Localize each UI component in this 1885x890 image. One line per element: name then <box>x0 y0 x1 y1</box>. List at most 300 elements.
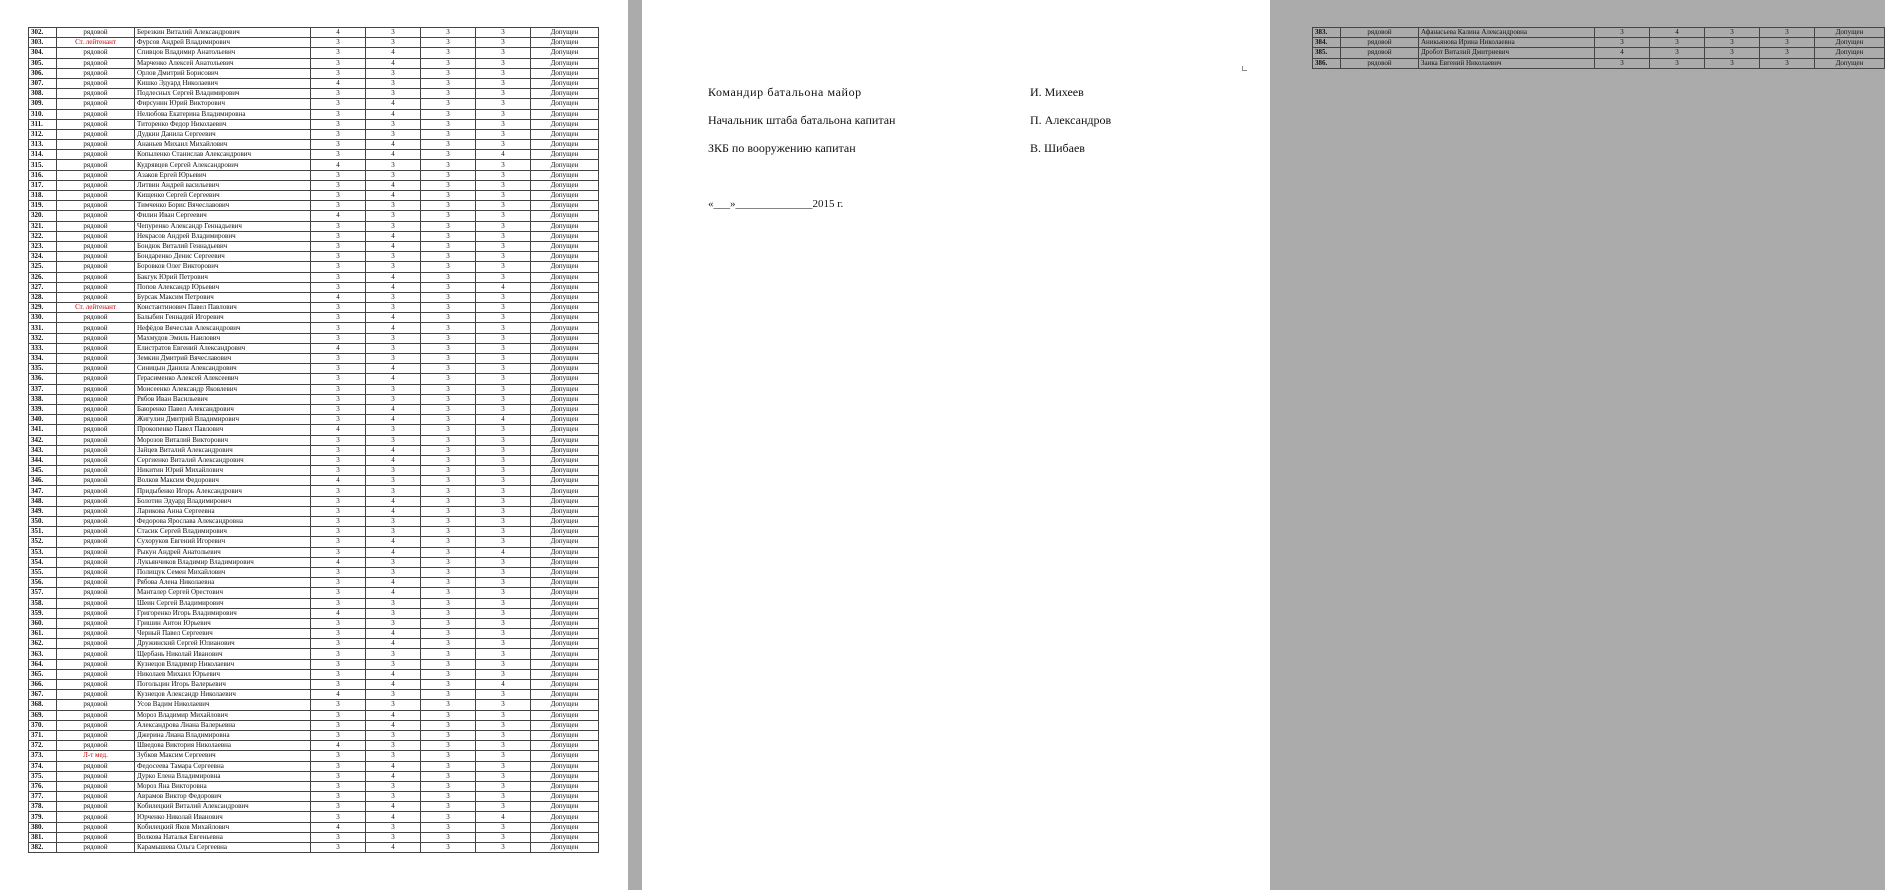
full-name-cell: Полищук Семен Михайлович <box>135 567 311 577</box>
grade-1-cell: 3 <box>311 517 366 527</box>
grade-1-cell: 3 <box>311 89 366 99</box>
admission-status-cell: Допущен <box>531 700 599 710</box>
grade-1-cell: 3 <box>311 119 366 129</box>
grade-1-cell: 3 <box>311 812 366 822</box>
full-name-cell: Кобилецкий Яков Михайлович <box>135 822 311 832</box>
grade-2-cell: 4 <box>366 445 421 455</box>
grade-1-cell: 3 <box>311 771 366 781</box>
rank-cell: рядовой <box>57 262 135 272</box>
rank-cell: рядовой <box>57 822 135 832</box>
grade-4-cell: 3 <box>476 506 531 516</box>
row-number-cell: 351. <box>29 527 57 537</box>
grade-4-cell: 3 <box>476 618 531 628</box>
grade-1-cell: 3 <box>311 720 366 730</box>
row-number-cell: 356. <box>29 578 57 588</box>
full-name-cell: Ларикова Анна Сергеевна <box>135 506 311 516</box>
grade-3-cell: 3 <box>421 354 476 364</box>
grade-2-cell: 4 <box>366 843 421 853</box>
grade-4-cell: 3 <box>1760 38 1815 48</box>
admission-status-cell: Допущен <box>531 639 599 649</box>
admission-status-cell: Допущен <box>531 231 599 241</box>
rank-cell: рядовой <box>57 415 135 425</box>
table-row <box>29 812 599 822</box>
grade-3-cell: 3 <box>421 140 476 150</box>
row-number-cell: 327. <box>29 282 57 292</box>
row-number-cell: 302. <box>29 28 57 38</box>
grade-3-cell: 3 <box>421 802 476 812</box>
table-row <box>29 802 599 812</box>
full-name-cell: Мороз Владимир Михайлович <box>135 710 311 720</box>
rank-cell: рядовой <box>57 28 135 38</box>
full-name-cell: Зайцев Виталий Александрович <box>135 445 311 455</box>
rank-cell: рядовой <box>57 466 135 476</box>
table-row <box>29 506 599 516</box>
grade-3-cell: 3 <box>421 843 476 853</box>
grade-1-cell: 3 <box>311 180 366 190</box>
full-name-cell: Аврамов Виктор Федорович <box>135 792 311 802</box>
signature-position-commander: Командир батальона майор <box>708 85 862 99</box>
rank-cell: рядовой <box>57 231 135 241</box>
rank-cell: рядовой <box>57 588 135 598</box>
grade-1-cell: 4 <box>311 608 366 618</box>
table-row <box>29 404 599 414</box>
grade-3-cell: 3 <box>421 792 476 802</box>
grade-3-cell: 3 <box>421 578 476 588</box>
grade-1-cell: 3 <box>311 659 366 669</box>
grade-2-cell: 3 <box>366 211 421 221</box>
grade-1-cell: 3 <box>311 649 366 659</box>
admission-status-cell: Допущен <box>531 578 599 588</box>
row-number-cell: 371. <box>29 730 57 740</box>
rank-cell: рядовой <box>57 547 135 557</box>
table-row <box>29 78 599 88</box>
rank-cell: рядовой <box>57 832 135 842</box>
grade-1-cell: 3 <box>311 639 366 649</box>
full-name-cell: Чепуренко Александр Геннадьевич <box>135 221 311 231</box>
row-number-cell: 321. <box>29 221 57 231</box>
grade-4-cell: 3 <box>476 588 531 598</box>
row-number-cell: 304. <box>29 48 57 58</box>
grade-4-cell: 3 <box>476 792 531 802</box>
grade-1-cell: 3 <box>311 415 366 425</box>
full-name-cell: Кудрявцев Сергей Александрович <box>135 160 311 170</box>
table-row <box>29 374 599 384</box>
grade-2-cell: 4 <box>366 710 421 720</box>
table-row <box>29 476 599 486</box>
grade-1-cell: 3 <box>311 384 366 394</box>
table-row <box>29 608 599 618</box>
grade-4-cell: 3 <box>476 221 531 231</box>
admission-status-cell: Допущен <box>531 89 599 99</box>
rank-cell: рядовой <box>57 343 135 353</box>
full-name-cell: Аникьянова Ирина Николаевна <box>1419 38 1595 48</box>
grade-4-cell: 3 <box>476 303 531 313</box>
table-row <box>29 680 599 690</box>
row-number-cell: 307. <box>29 78 57 88</box>
row-number-cell: 332. <box>29 333 57 343</box>
rank-cell: рядовой <box>57 812 135 822</box>
grade-4-cell: 3 <box>476 822 531 832</box>
admission-status-cell: Допущен <box>531 792 599 802</box>
rank-cell: рядовой <box>57 89 135 99</box>
rank-cell: рядовой <box>1341 38 1419 48</box>
admission-status-cell: Допущен <box>531 832 599 842</box>
table-row <box>29 741 599 751</box>
full-name-cell: Юрченко Николай Иванович <box>135 812 311 822</box>
rank-cell: рядовой <box>1341 58 1419 68</box>
admission-status-cell: Допущен <box>531 690 599 700</box>
grade-4-cell: 3 <box>476 639 531 649</box>
grade-2-cell: 4 <box>366 669 421 679</box>
admission-status-cell: Допущен <box>531 221 599 231</box>
rank-cell: рядовой <box>57 476 135 486</box>
table-row <box>29 751 599 761</box>
grade-4-cell: 3 <box>476 690 531 700</box>
grade-3-cell: 3 <box>421 343 476 353</box>
grade-4-cell: 3 <box>476 567 531 577</box>
grade-1-cell: 3 <box>311 761 366 771</box>
rank-cell: рядовой <box>57 639 135 649</box>
rank-cell: рядовой <box>57 191 135 201</box>
row-number-cell: 383. <box>1313 28 1341 38</box>
grade-1-cell: 3 <box>311 598 366 608</box>
grade-2-cell: 3 <box>366 425 421 435</box>
admission-status-cell: Допущен <box>531 404 599 414</box>
grade-2-cell: 3 <box>366 28 421 38</box>
grade-2-cell: 3 <box>366 394 421 404</box>
table-row <box>29 68 599 78</box>
table-row <box>29 659 599 669</box>
row-number-cell: 363. <box>29 649 57 659</box>
grade-1-cell: 3 <box>311 496 366 506</box>
row-number-cell: 343. <box>29 445 57 455</box>
rank-cell: рядовой <box>57 700 135 710</box>
admission-status-cell: Допущен <box>1815 48 1885 58</box>
grade-4-cell: 3 <box>476 720 531 730</box>
row-number-cell: 376. <box>29 781 57 791</box>
table-row <box>29 282 599 292</box>
row-number-cell: 337. <box>29 384 57 394</box>
row-number-cell: 385. <box>1313 48 1341 58</box>
row-number-cell: 317. <box>29 180 57 190</box>
admission-status-cell: Допущен <box>531 588 599 598</box>
grade-1-cell: 3 <box>311 262 366 272</box>
grade-4-cell: 3 <box>1760 58 1815 68</box>
table-row <box>29 323 599 333</box>
grade-4-cell: 3 <box>476 466 531 476</box>
grade-3-cell: 3 <box>421 404 476 414</box>
grade-2-cell: 3 <box>366 201 421 211</box>
full-name-cell: Николаев Михаил Юрьевич <box>135 669 311 679</box>
grade-4-cell: 3 <box>476 191 531 201</box>
grade-4-cell: 3 <box>476 425 531 435</box>
full-name-cell: Шеин Сергей Владимирович <box>135 598 311 608</box>
grade-1-cell: 4 <box>311 425 366 435</box>
grade-3-cell: 3 <box>421 639 476 649</box>
grade-2-cell: 3 <box>366 38 421 48</box>
grade-3-cell: 3 <box>421 119 476 129</box>
grade-2-cell: 3 <box>366 690 421 700</box>
table-row <box>29 221 599 231</box>
table-row <box>29 58 599 68</box>
table-row <box>29 466 599 476</box>
rank-cell: рядовой <box>57 150 135 160</box>
grade-3-cell: 3 <box>421 832 476 842</box>
grade-4-cell: 3 <box>476 89 531 99</box>
page-margin-mark <box>1242 66 1247 71</box>
grade-2-cell: 4 <box>366 455 421 465</box>
full-name-cell: Карамышева Ольга Сергеевна <box>135 843 311 853</box>
admission-status-cell: Допущен <box>531 394 599 404</box>
grade-2-cell: 3 <box>366 598 421 608</box>
admission-status-cell: Допущен <box>531 211 599 221</box>
grade-1-cell: 3 <box>311 354 366 364</box>
grade-2-cell: 4 <box>366 629 421 639</box>
grade-1-cell: 4 <box>311 822 366 832</box>
row-number-cell: 386. <box>1313 58 1341 68</box>
rank-cell: рядовой <box>57 455 135 465</box>
admission-status-cell: Допущен <box>531 374 599 384</box>
grade-1-cell: 3 <box>311 231 366 241</box>
row-number-cell: 357. <box>29 588 57 598</box>
grade-2-cell: 4 <box>366 58 421 68</box>
grade-2-cell: 4 <box>366 415 421 425</box>
grade-3-cell: 3 <box>421 241 476 251</box>
rank-cell: рядовой <box>57 48 135 58</box>
grade-4-cell: 3 <box>476 99 531 109</box>
grade-1-cell: 3 <box>311 394 366 404</box>
signature-name-commander: И. Михеев <box>1030 85 1084 99</box>
rank-cell: рядовой <box>57 201 135 211</box>
grade-3-cell: 3 <box>421 608 476 618</box>
row-number-cell: 316. <box>29 170 57 180</box>
table-row <box>29 292 599 302</box>
table-row <box>29 180 599 190</box>
table-row <box>29 191 599 201</box>
full-name-cell: Бурсак Максим Петрович <box>135 292 311 302</box>
full-name-cell: Рыкун Андрей Анатольевич <box>135 547 311 557</box>
grade-4-cell: 3 <box>476 170 531 180</box>
row-number-cell: 338. <box>29 394 57 404</box>
grade-4-cell: 3 <box>476 129 531 139</box>
grade-4-cell: 3 <box>476 119 531 129</box>
full-name-cell: Фирсунин Юрий Викторович <box>135 99 311 109</box>
full-name-cell: Волкова Наталья Евгеньевна <box>135 832 311 842</box>
rank-cell: рядовой <box>57 384 135 394</box>
rank-cell: Ст. лейтенант <box>57 38 135 48</box>
admission-status-cell: Допущен <box>531 822 599 832</box>
admission-status-cell: Допущен <box>531 129 599 139</box>
row-number-cell: 340. <box>29 415 57 425</box>
full-name-cell: Азаков Ергей Юрьевич <box>135 170 311 180</box>
admission-status-cell: Допущен <box>531 466 599 476</box>
grade-2-cell: 4 <box>366 150 421 160</box>
full-name-cell: Болотин Эдуард Владимирович <box>135 496 311 506</box>
grade-1-cell: 4 <box>311 343 366 353</box>
grade-2-cell: 3 <box>366 252 421 262</box>
row-number-cell: 364. <box>29 659 57 669</box>
full-name-cell: Некрасов Андрей Владимирович <box>135 231 311 241</box>
grade-4-cell: 3 <box>476 527 531 537</box>
table-row <box>29 639 599 649</box>
row-number-cell: 329. <box>29 303 57 313</box>
rank-cell: Ст. лейтенант <box>57 303 135 313</box>
row-number-cell: 305. <box>29 58 57 68</box>
grade-3-cell: 3 <box>421 527 476 537</box>
admission-status-cell: Допущен <box>531 292 599 302</box>
rank-cell: рядовой <box>57 710 135 720</box>
grade-4-cell: 3 <box>476 140 531 150</box>
table-row <box>29 231 599 241</box>
rank-cell: рядовой <box>57 843 135 853</box>
rank-cell: рядовой <box>57 140 135 150</box>
admission-status-cell: Допущен <box>531 435 599 445</box>
grade-2-cell: 3 <box>366 343 421 353</box>
admission-status-cell: Допущен <box>531 109 599 119</box>
grade-2-cell: 3 <box>366 557 421 567</box>
grade-2-cell: 4 <box>366 109 421 119</box>
full-name-cell: Федосеева Тамара Сергеевна <box>135 761 311 771</box>
grade-4-cell: 3 <box>476 354 531 364</box>
grade-2-cell: 3 <box>366 354 421 364</box>
admission-status-cell: Допущен <box>531 415 599 425</box>
grade-4-cell: 3 <box>476 455 531 465</box>
row-number-cell: 322. <box>29 231 57 241</box>
grade-4-cell: 3 <box>476 252 531 262</box>
grade-3-cell: 3 <box>421 252 476 262</box>
grade-1-cell: 3 <box>1595 28 1650 38</box>
grade-4-cell: 3 <box>476 343 531 353</box>
grade-2-cell: 3 <box>366 517 421 527</box>
grade-2-cell: 4 <box>366 720 421 730</box>
admission-status-cell: Допущен <box>531 354 599 364</box>
grade-3-cell: 3 <box>421 364 476 374</box>
table-row <box>29 761 599 771</box>
grade-3-cell: 3 <box>421 160 476 170</box>
admission-status-cell: Допущен <box>1815 58 1885 68</box>
grade-2-cell: 4 <box>366 48 421 58</box>
grade-2-cell: 3 <box>366 160 421 170</box>
rank-cell: рядовой <box>57 629 135 639</box>
grade-2-cell: 3 <box>366 567 421 577</box>
rank-cell: рядовой <box>57 364 135 374</box>
grade-1-cell: 3 <box>311 455 366 465</box>
row-number-cell: 306. <box>29 68 57 78</box>
table-row <box>29 588 599 598</box>
full-name-cell: Орлов Дмитрий Борисович <box>135 68 311 78</box>
rank-cell: рядовой <box>1341 48 1419 58</box>
grade-1-cell: 3 <box>311 435 366 445</box>
grade-1-cell: 3 <box>311 58 366 68</box>
full-name-cell: Жигулин Дмитрий Владимирович <box>135 415 311 425</box>
grade-1-cell: 3 <box>311 578 366 588</box>
grade-3-cell: 3 <box>421 292 476 302</box>
grade-1-cell: 3 <box>311 506 366 516</box>
grade-4-cell: 3 <box>476 598 531 608</box>
grade-3-cell: 3 <box>421 58 476 68</box>
row-number-cell: 358. <box>29 598 57 608</box>
grade-1-cell: 3 <box>311 832 366 842</box>
grade-2-cell: 4 <box>366 313 421 323</box>
grade-4-cell: 3 <box>476 180 531 190</box>
full-name-cell: Зубков Максим Сергеевич <box>135 751 311 761</box>
rank-cell: рядовой <box>57 313 135 323</box>
row-number-cell: 342. <box>29 435 57 445</box>
admission-status-cell: Допущен <box>531 486 599 496</box>
row-number-cell: 328. <box>29 292 57 302</box>
row-number-cell: 323. <box>29 241 57 251</box>
admission-status-cell: Допущен <box>531 567 599 577</box>
admission-status-cell: Допущен <box>531 608 599 618</box>
grade-4-cell: 4 <box>476 415 531 425</box>
admission-status-cell: Допущен <box>531 28 599 38</box>
row-number-cell: 367. <box>29 690 57 700</box>
grade-4-cell: 3 <box>476 710 531 720</box>
row-number-cell: 331. <box>29 323 57 333</box>
row-number-cell: 369. <box>29 710 57 720</box>
table-row <box>29 415 599 425</box>
grade-1-cell: 3 <box>311 313 366 323</box>
grade-3-cell: 3 <box>421 466 476 476</box>
full-name-cell: Герасименко Алексей Алексеевич <box>135 374 311 384</box>
grade-4-cell: 3 <box>476 843 531 853</box>
grade-4-cell: 3 <box>476 669 531 679</box>
row-number-cell: 309. <box>29 99 57 109</box>
grade-1-cell: 3 <box>311 802 366 812</box>
full-name-cell: Кишко Эдуард Николаевич <box>135 78 311 88</box>
admission-status-cell: Допущен <box>531 119 599 129</box>
grade-2-cell: 3 <box>366 618 421 628</box>
table-row <box>29 364 599 374</box>
full-name-cell: Марченко Алексей Анатольевич <box>135 58 311 68</box>
rank-cell: рядовой <box>57 119 135 129</box>
grade-4-cell: 3 <box>476 384 531 394</box>
row-number-cell: 334. <box>29 354 57 364</box>
grade-2-cell: 3 <box>366 292 421 302</box>
rank-cell: рядовой <box>57 802 135 812</box>
grade-3-cell: 3 <box>421 99 476 109</box>
grade-4-cell: 3 <box>476 771 531 781</box>
grade-4-cell: 4 <box>476 812 531 822</box>
admission-status-cell: Допущен <box>531 58 599 68</box>
rank-cell: рядовой <box>57 608 135 618</box>
full-name-cell: Кузнецов Александр Николаевич <box>135 690 311 700</box>
row-number-cell: 360. <box>29 618 57 628</box>
admission-status-cell: Допущен <box>531 547 599 557</box>
table-row <box>1313 38 1885 48</box>
grade-1-cell: 3 <box>311 48 366 58</box>
admission-status-cell: Допущен <box>531 170 599 180</box>
rank-cell: рядовой <box>57 282 135 292</box>
admission-status-cell: Допущен <box>531 201 599 211</box>
grade-4-cell: 3 <box>476 374 531 384</box>
grade-1-cell: 3 <box>311 241 366 251</box>
personnel-table-page-1 <box>28 27 599 853</box>
grade-3-cell: 3 <box>1705 58 1760 68</box>
grade-1-cell: 3 <box>311 618 366 628</box>
grade-2-cell: 4 <box>366 680 421 690</box>
grade-1-cell: 3 <box>311 588 366 598</box>
rank-cell: рядовой <box>57 78 135 88</box>
table-row <box>29 170 599 180</box>
row-number-cell: 352. <box>29 537 57 547</box>
grade-4-cell: 3 <box>476 649 531 659</box>
grade-2-cell: 3 <box>366 221 421 231</box>
grade-3-cell: 3 <box>421 618 476 628</box>
table-row <box>29 262 599 272</box>
row-number-cell: 336. <box>29 374 57 384</box>
row-number-cell: 377. <box>29 792 57 802</box>
